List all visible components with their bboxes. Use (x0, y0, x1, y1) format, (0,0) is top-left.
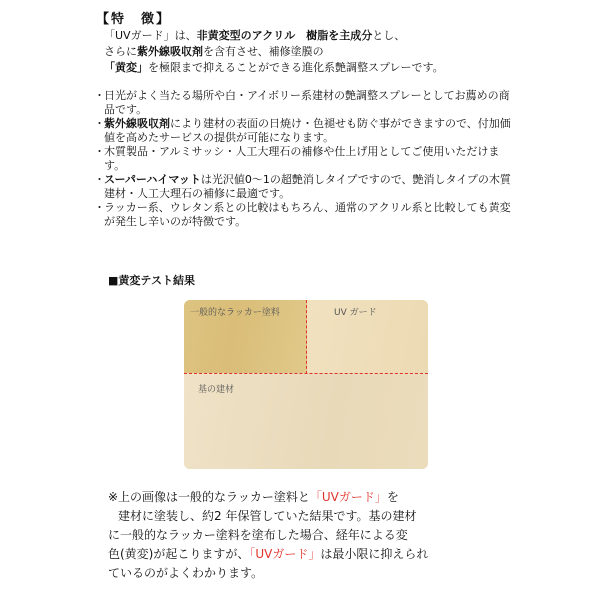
note-line: に一般的なラッカー塗料を塗布した場合、経年による変 (108, 528, 408, 542)
intro-text (104, 28, 504, 76)
bullet-text: 紫外線吸収剤により建材の表面の日焼け・色褪せも防ぐ事ができますので、付加価値を高めたサービスの提供が可能になります。 (104, 117, 511, 144)
intro-text-segment: を極限まで抑えることができる進化系艶調整スプレーです。 (148, 61, 444, 74)
list-item (94, 117, 514, 145)
intro-bold-segment: 紫外線吸収剤 (137, 45, 203, 58)
intro-line (104, 44, 504, 60)
intro-line (104, 28, 504, 44)
uv-guard-highlight: 「UVガード」 (249, 547, 321, 561)
base-material-label: 基の建材 (198, 385, 235, 395)
note-line: ※上の画像は一般的なラッカー塗料と「UVガード」を (108, 490, 399, 504)
feature-bullet-list (94, 89, 514, 229)
intro-text-segment: とし、 (372, 29, 406, 42)
uv-guard-label: UV ガード (334, 308, 377, 318)
bullet-text: 日光がよく当たる場所や白・アイボリー系建材の艶調整スプレーとしてお薦めの商品です。 (104, 89, 510, 116)
bullet-text: 木質製品・アルミサッシ・人工大理石の補修や仕上げ用としてご使用いただけます。 (104, 145, 500, 172)
test-result-heading: ■黄変テスト結果 (108, 274, 195, 287)
bullet-marker: ・ (94, 89, 105, 102)
list-item (94, 145, 514, 173)
bullet-text: ラッカー系、ウレタン系との比較はもちろん、通常のアクリル系と比較しても黄変が発生し辛いのが特徴です。 (104, 201, 511, 228)
intro-text-segment: を含有させ、補修塗膜の (203, 45, 324, 58)
note-line: 色(黄変)が起こりますが、「UVガード」は最小限に抑えられ (108, 547, 429, 561)
intro-text-segment: さらに (104, 45, 137, 58)
list-item (94, 89, 514, 117)
bullet-marker: ・ (94, 145, 105, 158)
note-line: 建材に塗装し、約2 年保管していた結果です。基の建材 (118, 509, 417, 523)
intro-line (104, 60, 504, 76)
test-note (108, 488, 508, 583)
features-title: 【特 徴】 (96, 12, 172, 27)
list-item (94, 201, 514, 229)
ordinary-lacquer-label: 一般的なラッカー塗料 (190, 308, 280, 318)
intro-text-segment: 「UVガード」は、 (104, 29, 197, 42)
divider-vertical (306, 300, 307, 374)
list-item (94, 173, 514, 201)
divider-horizontal (184, 373, 428, 374)
intro-bold-segment: 非黄変型のアクリル 樹脂を主成分 (196, 29, 373, 42)
intro-bold-segment: 「黄変」 (104, 61, 148, 74)
note-line: ているのがよくわかります。 (108, 566, 264, 580)
uv-guard-highlight: 「UVガード」 (309, 490, 387, 504)
bullet-marker: ・ (94, 173, 105, 186)
bullet-marker: ・ (94, 117, 105, 130)
bullet-text: スーパーハイマットは光沢値0〜1の超艶消しタイプですので、艶消しタイプの木質建材・人工大理石の補修に最適です。 (104, 173, 511, 200)
bullet-marker: ・ (94, 201, 105, 214)
yellowing-test-image (184, 300, 428, 469)
